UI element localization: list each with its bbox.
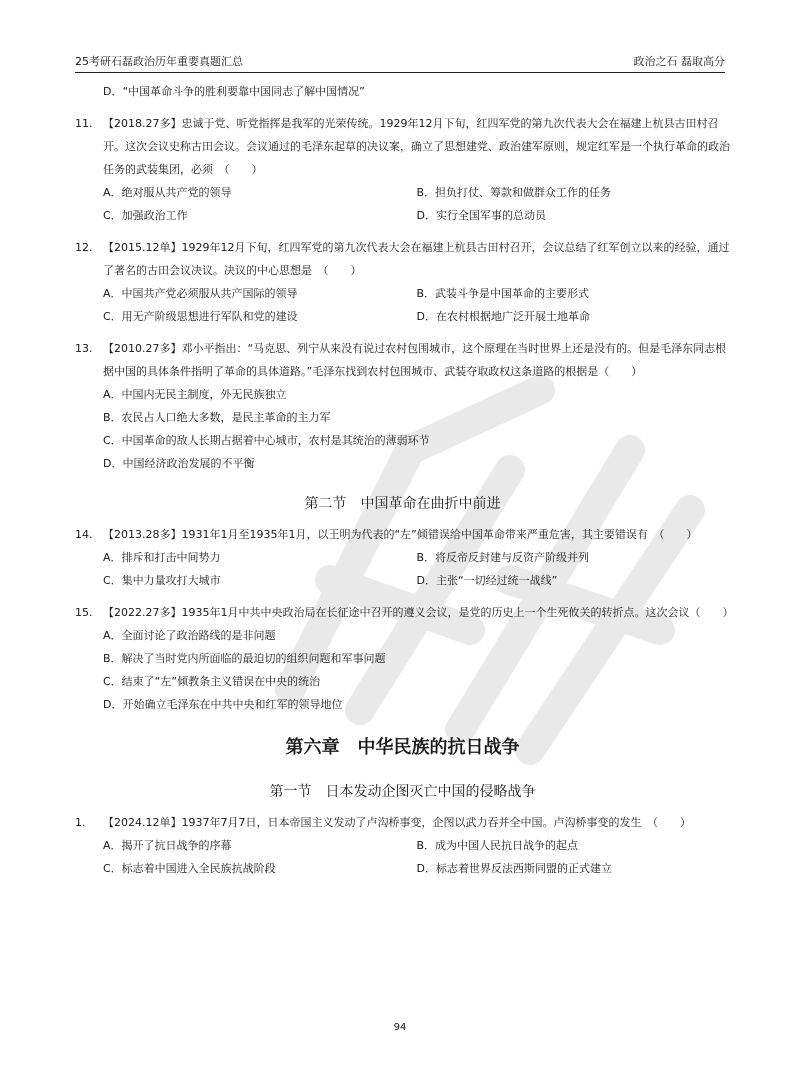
option-c: C．中国革命的敌人长期占据着中心城市，农村是其统治的薄弱环节 xyxy=(103,434,430,447)
question-stem: 【2013.28多】1931年1月至1935年1月，以王明为代表的“左”倾错误给中国革命带来严重危害，其主要错误有 （ ） xyxy=(103,528,698,541)
option-c: C．集中力量攻打大城市 xyxy=(103,574,221,587)
question-item xyxy=(75,236,730,328)
header-left-title: 25考研石磊政治历年重要真题汇总 xyxy=(75,55,243,68)
option-d: D．标志着世界反法西斯同盟的正式建立 xyxy=(416,862,612,875)
option-b: B．农民占人口绝大多数，是民主革命的主力军 xyxy=(103,411,331,424)
continued-option-d: D．“中国革命斗争的胜利要靠中国同志了解中国情况” xyxy=(103,85,365,98)
option-a: A．绝对服从共产党的领导 xyxy=(103,186,232,199)
page-header xyxy=(75,50,725,73)
option-d: D．主张“一切经过统一战线” xyxy=(416,574,558,587)
option-d: D．中国经济政治发展的不平衡 xyxy=(103,457,255,470)
question-item xyxy=(75,112,730,227)
question-group-c xyxy=(75,811,730,880)
option-list xyxy=(103,282,730,328)
option-b: B．成为中国人民抗日战争的起点 xyxy=(416,839,579,852)
question-group-a xyxy=(75,112,730,475)
question-stem: 【2015.12单】1929年12月下旬，红四军党的第九次代表大会在福建上杭县古田村召开，会议总结了红军创立以来的经验，通过了著名的古田会议决议。决议的中心思想是 （ ） xyxy=(103,241,730,277)
question-stem: 【2018.27多】忠诚于党、听党指挥是我军的光荣传统。1929年12月下旬，红四军党的第九次代表大会在福建上杭县古田村召开。这次会议史称古田会议。会议通过的毛泽东起草的决议案，确立了思想建党、政治建军原则，规定红军是一个执行革命的政治任务的武装集团，必须 （ ） xyxy=(103,117,730,176)
option-d: D．实行全国军事的总动员 xyxy=(416,209,546,222)
option-b: B．武装斗争是中国革命的主要形式 xyxy=(416,287,590,300)
question-number: 13. xyxy=(75,342,93,355)
section-title: 第二节 中国革命在曲折中前进 xyxy=(304,496,501,512)
option-c: C．标志着中国进入全民族抗战阶段 xyxy=(103,862,276,875)
question-item xyxy=(75,337,730,475)
question-number: 1. xyxy=(75,816,86,829)
option-c: C．结束了“左”倾教条主义错误在中央的统治 xyxy=(103,675,321,688)
option-b: B．担负打仗、筹款和做群众工作的任务 xyxy=(416,186,612,199)
chapter-title: 第六章 中华民族的抗日战争 xyxy=(285,737,520,758)
section-title: 第一节 日本发动企图灭亡中国的侵略战争 xyxy=(269,784,536,800)
option-list xyxy=(103,546,730,592)
question-item xyxy=(75,601,734,716)
question-item xyxy=(75,523,730,592)
question-number: 15. xyxy=(75,606,93,619)
option-c: C．用无产阶级思想进行军队和党的建设 xyxy=(103,310,298,323)
option-d: D．在农村根据地广泛开展土地革命 xyxy=(416,310,590,323)
question-stem: 【2022.27多】1935年1月中共中央政治局在长征途中召开的遵义会议，是党的历史上一个生死攸关的转折点。这次会议（ ） xyxy=(103,606,734,619)
option-a: A．全面讨论了政治路线的是非问题 xyxy=(103,629,276,642)
option-d: D．开始确立毛泽东在中共中央和红军的领导地位 xyxy=(103,698,343,711)
question-number: 12. xyxy=(75,241,93,254)
question-stem: 【2024.12单】1937年7月7日，日本帝国主义发动了卢沟桥事变，企图以武力吞并全中国。卢沟桥事变的发生 （ ） xyxy=(103,816,691,829)
continued-question xyxy=(75,80,730,103)
option-a: A．中国内无民主制度，外无民族独立 xyxy=(103,388,287,401)
question-stem: 【2010.27多】邓小平指出：“马克思、列宁从来没有说过农村包围城市，这个原理在当时世界上还是没有的。但是毛泽东同志根据中国的具体条件指明了革命的具体道路。”毛泽东找到农村包围城市、武装夺取政权这条道路的根据是（ ） xyxy=(103,342,727,378)
question-number: 14. xyxy=(75,528,93,541)
option-b: B．将反帝反封建与反资产阶级并列 xyxy=(416,551,590,564)
page-number: 94 xyxy=(393,1022,407,1033)
option-a: A．揭开了抗日战争的序幕 xyxy=(103,839,232,852)
option-c: C．加强政治工作 xyxy=(103,209,188,222)
question-group-b xyxy=(75,523,734,716)
option-list xyxy=(103,834,730,880)
option-list xyxy=(103,181,730,227)
option-a: A．中国共产党必须服从共产国际的领导 xyxy=(103,287,298,300)
option-a: A．排斥和打击中间势力 xyxy=(103,551,221,564)
option-b: B．解决了当时党内所面临的最迫切的组织问题和军事问题 xyxy=(103,652,386,665)
question-item xyxy=(75,811,730,880)
question-number: 11. xyxy=(75,117,93,130)
page-content xyxy=(75,80,734,880)
header-right-slogan: 政治之石 磊取高分 xyxy=(633,55,725,68)
